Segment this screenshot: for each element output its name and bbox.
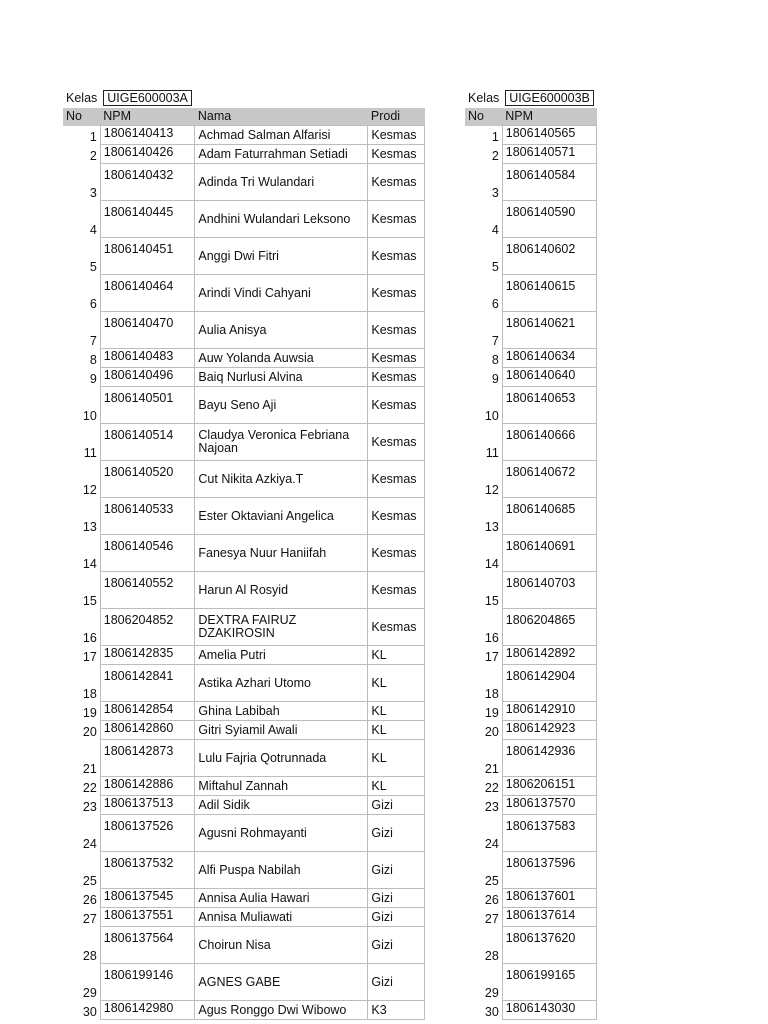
cell-npm[interactable]: 1806140703 [502,572,597,609]
table-row [63,1001,425,1020]
cell-prodi[interactable]: Kesmas [368,424,425,461]
cell-nama[interactable]: Bayu Seno Aji [195,387,368,424]
kelas-value[interactable]: UIGE600003B [505,90,594,106]
cell-npm[interactable]: 1806140533 [100,498,195,535]
cell-no[interactable]: 15 [63,572,100,609]
cell-npm[interactable]: 1806140546 [100,535,195,572]
cell-prodi[interactable]: Gizi [368,815,425,852]
cell-nama[interactable]: Astika Azhari Utomo [195,665,368,702]
cell-nama[interactable]: Amelia Putri [195,646,368,665]
cell-npm[interactable]: 1806140602 [502,238,597,275]
cell-no[interactable]: 28 [63,927,100,964]
cell-no[interactable]: 26 [465,889,502,908]
table-row [465,815,597,852]
table-row [465,796,597,815]
cell-no[interactable]: 13 [465,498,502,535]
table-row [465,908,597,927]
table-row [63,889,425,908]
cell-no[interactable]: 23 [63,796,100,815]
cell-prodi[interactable]: Kesmas [368,609,425,646]
cell-prodi[interactable]: KL [368,646,425,665]
cell-no[interactable]: 22 [63,777,100,796]
table-row [63,349,425,368]
cell-no[interactable]: 14 [465,535,502,572]
class-roster-a [63,88,425,1020]
cell-no[interactable]: 26 [63,889,100,908]
cell-no[interactable]: 7 [465,312,502,349]
cell-no[interactable]: 18 [465,665,502,702]
roster-body-a [63,126,425,1020]
cell-no[interactable]: 1 [465,126,502,145]
table-row [465,777,597,796]
table-row [465,852,597,889]
header-row [465,108,597,126]
table-row [465,535,597,572]
cell-no[interactable]: 9 [63,368,100,387]
cell-prodi[interactable]: Kesmas [368,275,425,312]
table-row [465,238,597,275]
cell-no[interactable]: 22 [465,777,502,796]
cell-nama[interactable]: Annisa Muliawati [195,908,368,927]
table-row [63,145,425,164]
table-row [465,275,597,312]
table-row [465,201,597,238]
cell-npm[interactable]: 1806137614 [502,908,597,927]
cell-no[interactable]: 4 [63,201,100,238]
table-row [63,312,425,349]
cell-nama[interactable]: Baiq Nurlusi Alvina [195,368,368,387]
cell-no[interactable]: 2 [465,145,502,164]
table-row [465,964,597,1001]
cell-no[interactable]: 20 [63,721,100,740]
table-row [465,312,597,349]
cell-no[interactable]: 18 [63,665,100,702]
cell-nama[interactable]: Ester Oktaviani Angelica [195,498,368,535]
cell-no[interactable]: 1 [63,126,100,145]
cell-nama[interactable]: Fanesya Nuur Haniifah [195,535,368,572]
cell-no[interactable]: 21 [465,740,502,777]
cell-nama[interactable]: Gitri Syiamil Awali [195,721,368,740]
cell-nama[interactable]: Achmad Salman Alfarisi [195,126,368,145]
cell-nama[interactable]: Harun Al Rosyid [195,572,368,609]
cell-prodi[interactable]: Kesmas [368,238,425,275]
cell-npm[interactable]: 1806140653 [502,387,597,424]
table-row [465,889,597,908]
cell-npm[interactable]: 1806140445 [100,201,195,238]
table-row [465,424,597,461]
cell-npm[interactable]: 1806140640 [502,368,597,387]
table-row [63,126,425,145]
cell-npm[interactable]: 1806140483 [100,349,195,368]
cell-npm[interactable]: 1806142860 [100,721,195,740]
cell-no[interactable]: 13 [63,498,100,535]
cell-nama[interactable]: Miftahul Zannah [195,777,368,796]
cell-no[interactable]: 12 [63,461,100,498]
table-row [465,740,597,777]
table-row [63,164,425,201]
cell-nama[interactable]: Anggi Dwi Fitri [195,238,368,275]
cell-nama[interactable]: Adam Faturrahman Setiadi [195,145,368,164]
cell-no[interactable]: 3 [63,164,100,201]
cell-no[interactable]: 28 [465,927,502,964]
cell-prodi[interactable]: Kesmas [368,164,425,201]
cell-no[interactable]: 27 [465,908,502,927]
cell-npm[interactable]: 1806140496 [100,368,195,387]
cell-npm[interactable]: 1806137526 [100,815,195,852]
cell-prodi[interactable]: Gizi [368,852,425,889]
cell-no[interactable]: 16 [63,609,100,646]
table-row [63,238,425,275]
cell-no[interactable]: 17 [465,646,502,665]
cell-npm[interactable]: 1806140552 [100,572,195,609]
table-row [63,796,425,815]
cell-npm[interactable]: 1806143030 [502,1001,597,1020]
cell-prodi[interactable]: Kesmas [368,201,425,238]
table-row [63,721,425,740]
cell-npm[interactable]: 1806142904 [502,665,597,702]
roster-table-b [465,88,597,1020]
cell-no[interactable]: 19 [465,702,502,721]
cell-npm[interactable]: 1806137564 [100,927,195,964]
table-row [63,964,425,1001]
cell-nama[interactable]: Agus Ronggo Dwi Wibowo [195,1001,368,1020]
cell-no[interactable]: 6 [63,275,100,312]
cell-npm[interactable]: 1806199146 [100,964,195,1001]
cell-npm[interactable]: 1806137570 [502,796,597,815]
cell-npm[interactable]: 1806140413 [100,126,195,145]
cell-npm[interactable]: 1806140501 [100,387,195,424]
cell-npm[interactable]: 1806137532 [100,852,195,889]
table-row [63,461,425,498]
kelas-row [465,88,597,108]
kelas-row [63,88,425,108]
cell-npm[interactable]: 1806140685 [502,498,597,535]
kelas-value-cell[interactable] [502,88,597,108]
cell-prodi[interactable]: Kesmas [368,145,425,164]
cell-no[interactable]: 10 [63,387,100,424]
cell-nama[interactable]: Claudya Veronica Febriana Najoan [195,424,368,461]
cell-no[interactable]: 5 [63,238,100,275]
cell-npm[interactable]: 1806140691 [502,535,597,572]
table-row [63,424,425,461]
table-row [63,498,425,535]
cell-npm[interactable]: 1806140615 [502,275,597,312]
cell-no[interactable]: 12 [465,461,502,498]
cell-npm[interactable]: 1806142854 [100,702,195,721]
cell-prodi[interactable]: KL [368,777,425,796]
header-prodi[interactable]: Prodi [368,108,425,126]
cell-prodi[interactable]: Gizi [368,927,425,964]
table-row [465,387,597,424]
cell-npm[interactable]: 1806204865 [502,609,597,646]
kelas-label: Kelas [66,90,98,105]
table-row [63,777,425,796]
cell-nama[interactable]: Ghina Labibah [195,702,368,721]
table-row [465,646,597,665]
cell-prodi[interactable]: KL [368,702,425,721]
kelas-label: Kelas [468,90,500,105]
table-row [63,908,425,927]
header-nama[interactable]: Nama [195,108,368,126]
kelas-value[interactable]: UIGE600003A [103,90,192,106]
cell-prodi[interactable]: Gizi [368,889,425,908]
cell-no[interactable]: 11 [63,424,100,461]
table-row [465,145,597,164]
kelas-value-cell[interactable] [100,88,195,108]
cell-prodi[interactable]: Kesmas [368,368,425,387]
cell-npm[interactable]: 1806140584 [502,164,597,201]
table-row [465,721,597,740]
cell-npm[interactable]: 1806140634 [502,349,597,368]
cell-no[interactable]: 25 [465,852,502,889]
header-npm[interactable]: NPM [502,108,597,126]
table-row [63,927,425,964]
table-row [63,275,425,312]
cell-prodi[interactable]: KL [368,721,425,740]
table-row [465,368,597,387]
cell-no[interactable]: 14 [63,535,100,572]
cell-no[interactable]: 8 [63,349,100,368]
cell-prodi[interactable]: Kesmas [368,572,425,609]
cell-npm[interactable]: 1806140426 [100,145,195,164]
cell-no[interactable]: 4 [465,201,502,238]
cell-no[interactable]: 11 [465,424,502,461]
table-row [465,665,597,702]
cell-npm[interactable]: 1806142841 [100,665,195,702]
table-row [465,164,597,201]
cell-npm[interactable]: 1806137620 [502,927,597,964]
cell-nama[interactable]: Cut Nikita Azkiya.T [195,461,368,498]
cell-no[interactable]: 6 [465,275,502,312]
cell-nama[interactable]: Andhini Wulandari Leksono [195,201,368,238]
table-row [465,349,597,368]
header-no[interactable]: No [465,108,502,126]
roster-table-a [63,88,425,1020]
table-row [63,387,425,424]
cell-npm[interactable]: 1806204852 [100,609,195,646]
cell-no[interactable]: 29 [465,964,502,1001]
cell-npm[interactable]: 1806137596 [502,852,597,889]
table-row [63,815,425,852]
cell-npm[interactable]: 1806140432 [100,164,195,201]
cell-prodi[interactable]: Kesmas [368,312,425,349]
cell-no[interactable]: 10 [465,387,502,424]
table-row [465,461,597,498]
header-npm[interactable]: NPM [100,108,195,126]
cell-npm[interactable]: 1806137513 [100,796,195,815]
table-row [63,646,425,665]
table-row [465,1001,597,1020]
cell-no[interactable]: 3 [465,164,502,201]
cell-prodi[interactable]: Kesmas [368,349,425,368]
cell-npm[interactable]: 1806142936 [502,740,597,777]
cell-no[interactable]: 8 [465,349,502,368]
cell-no[interactable]: 21 [63,740,100,777]
table-row [63,535,425,572]
cell-no[interactable]: 24 [465,815,502,852]
cell-npm[interactable]: 1806137545 [100,889,195,908]
cell-npm[interactable]: 1806142980 [100,1001,195,1020]
class-roster-b [465,88,597,1020]
table-row [63,702,425,721]
cell-prodi[interactable]: Kesmas [368,126,425,145]
cell-no[interactable]: 15 [465,572,502,609]
cell-npm[interactable]: 1806140514 [100,424,195,461]
cell-npm[interactable]: 1806206151 [502,777,597,796]
cell-no[interactable]: 24 [63,815,100,852]
header-no[interactable]: No [63,108,100,126]
cell-npm[interactable]: 1806142835 [100,646,195,665]
cell-nama[interactable]: Lulu Fajria Qotrunnada [195,740,368,777]
cell-npm[interactable]: 1806142923 [502,721,597,740]
cell-nama[interactable]: DEXTRA FAIRUZ DZAKIROSIN [195,609,368,646]
cell-npm[interactable]: 1806142886 [100,777,195,796]
cell-npm[interactable]: 1806140672 [502,461,597,498]
cell-npm[interactable]: 1806137583 [502,815,597,852]
roster-body-b [465,126,597,1020]
cell-no[interactable]: 29 [63,964,100,1001]
table-row [63,740,425,777]
cell-npm[interactable]: 1806142873 [100,740,195,777]
cell-nama[interactable]: Choirun Nisa [195,927,368,964]
cell-npm[interactable]: 1806140520 [100,461,195,498]
cell-nama[interactable]: Adinda Tri Wulandari [195,164,368,201]
cell-no[interactable]: 30 [63,1001,100,1020]
cell-npm[interactable]: 1806140666 [502,424,597,461]
table-row [465,572,597,609]
cell-npm[interactable]: 1806140621 [502,312,597,349]
cell-no[interactable]: 19 [63,702,100,721]
cell-no[interactable]: 27 [63,908,100,927]
cell-no[interactable]: 5 [465,238,502,275]
table-row [465,702,597,721]
cell-prodi[interactable]: Kesmas [368,387,425,424]
table-row [465,126,597,145]
cell-nama[interactable]: Auw Yolanda Auwsia [195,349,368,368]
cell-nama[interactable]: Alfi Puspa Nabilah [195,852,368,889]
table-row [63,368,425,387]
cell-no[interactable]: 2 [63,145,100,164]
cell-npm[interactable]: 1806137601 [502,889,597,908]
cell-prodi[interactable]: Kesmas [368,498,425,535]
cell-no[interactable]: 20 [465,721,502,740]
cell-npm[interactable]: 1806140464 [100,275,195,312]
cell-no[interactable]: 9 [465,368,502,387]
cell-no[interactable]: 23 [465,796,502,815]
cell-no[interactable]: 17 [63,646,100,665]
table-row [465,609,597,646]
cell-npm[interactable]: 1806199165 [502,964,597,1001]
cell-prodi[interactable]: Gizi [368,796,425,815]
table-row [63,609,425,646]
cell-npm[interactable]: 1806140451 [100,238,195,275]
cell-no[interactable]: 7 [63,312,100,349]
cell-npm[interactable]: 1806140565 [502,126,597,145]
cell-nama[interactable]: AGNES GABE [195,964,368,1001]
cell-nama[interactable]: Agusni Rohmayanti [195,815,368,852]
cell-prodi[interactable]: Gizi [368,964,425,1001]
table-row [465,927,597,964]
cell-prodi[interactable]: Kesmas [368,461,425,498]
table-row [63,852,425,889]
header-row [63,108,425,126]
cell-npm[interactable]: 1806137551 [100,908,195,927]
cell-npm[interactable]: 1806142892 [502,646,597,665]
cell-prodi[interactable]: KL [368,665,425,702]
table-row [63,665,425,702]
cell-npm[interactable]: 1806140571 [502,145,597,164]
cell-nama[interactable]: Aulia Anisya [195,312,368,349]
table-row [465,498,597,535]
table-row [63,572,425,609]
cell-prodi[interactable]: KL [368,740,425,777]
cell-no[interactable]: 16 [465,609,502,646]
cell-npm[interactable]: 1806140470 [100,312,195,349]
cell-no[interactable]: 30 [465,1001,502,1020]
cell-prodi[interactable]: Kesmas [368,535,425,572]
cell-nama[interactable]: Arindi Vindi Cahyani [195,275,368,312]
cell-prodi[interactable]: K3 [368,1001,425,1020]
table-row [63,201,425,238]
cell-npm[interactable]: 1806142910 [502,702,597,721]
cell-no[interactable]: 25 [63,852,100,889]
cell-nama[interactable]: Annisa Aulia Hawari [195,889,368,908]
cell-nama[interactable]: Adil Sidik [195,796,368,815]
cell-prodi[interactable]: Gizi [368,908,425,927]
cell-npm[interactable]: 1806140590 [502,201,597,238]
